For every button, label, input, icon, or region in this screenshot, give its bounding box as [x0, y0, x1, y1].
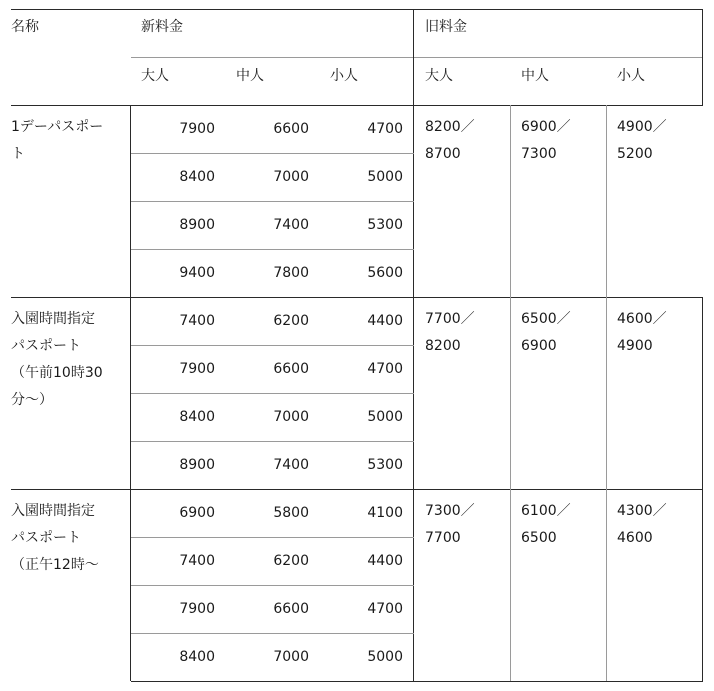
- old-price-line: 8200: [425, 338, 461, 354]
- old-col-divider: [510, 105, 511, 297]
- old-price-cell: [521, 498, 606, 552]
- new-price-cell: 7900: [179, 361, 215, 377]
- pass-name: [11, 498, 131, 579]
- pass-name-line: 入園時間指定: [11, 311, 95, 327]
- old-price-line: 6900／: [521, 119, 571, 135]
- old-col-divider: [606, 105, 607, 297]
- old-price-line: 8700: [425, 146, 461, 162]
- new-price-cell: 6200: [273, 313, 309, 329]
- old-price-line: 4300／: [617, 503, 667, 519]
- new-price-cell: 5600: [367, 265, 403, 281]
- old-price-line: 4900／: [617, 119, 667, 135]
- new-price-cell: 5300: [367, 217, 403, 233]
- new-price-cell: 5000: [367, 409, 403, 425]
- new-price-cell: 7000: [273, 169, 309, 185]
- header-new-middle: 中人: [236, 68, 264, 84]
- new-price-cell: 4700: [367, 121, 403, 137]
- old-price-line: 6500／: [521, 311, 571, 327]
- pass-name: [11, 114, 131, 168]
- header-right-border: [702, 9, 703, 106]
- old-price-cell: [425, 306, 510, 360]
- new-price-cell: 6600: [273, 121, 309, 137]
- new-price-cell: 5800: [273, 505, 309, 521]
- new-price-cell: 9400: [179, 265, 215, 281]
- row-divider: [131, 393, 414, 394]
- new-price-cell: 6600: [273, 361, 309, 377]
- old-price-line: 8200／: [425, 119, 475, 135]
- header-name: 名称: [11, 19, 39, 35]
- new-price-cell: 7400: [179, 313, 215, 329]
- header-old-middle: 中人: [521, 68, 549, 84]
- new-price-cell: 4700: [367, 361, 403, 377]
- old-price-line: 5200: [617, 146, 653, 162]
- name-col-border: [130, 105, 131, 681]
- new-price-cell: 5000: [367, 169, 403, 185]
- new-price-cell: 6900: [179, 505, 215, 521]
- pass-name-line: 分〜）: [11, 392, 53, 408]
- old-price-cell: [521, 306, 606, 360]
- old-price-line: 4900: [617, 338, 653, 354]
- new-price-cell: 5300: [367, 457, 403, 473]
- old-price-line: 6900: [521, 338, 557, 354]
- header-new-adult: 大人: [141, 68, 169, 84]
- row-divider: [131, 345, 414, 346]
- old-col-divider: [606, 489, 607, 681]
- new-price-cell: 7800: [273, 265, 309, 281]
- new-price-cell: 4700: [367, 601, 403, 617]
- row-divider: [131, 201, 414, 202]
- header-new-price: 新料金: [141, 19, 183, 35]
- old-price-line: 6500: [521, 530, 557, 546]
- pass-name: [11, 306, 131, 414]
- header-old-adult: 大人: [425, 68, 453, 84]
- row-divider: [131, 585, 414, 586]
- old-price-line: 4600: [617, 530, 653, 546]
- table-bottom: [131, 681, 703, 682]
- new-price-cell: 7400: [273, 217, 309, 233]
- new-price-cell: 4400: [367, 553, 403, 569]
- row-divider: [131, 441, 414, 442]
- new-price-cell: 8900: [179, 217, 215, 233]
- pass-name-line: パスポート: [11, 338, 81, 354]
- new-price-cell: 7900: [179, 601, 215, 617]
- new-price-cell: 4100: [367, 505, 403, 521]
- old-price-cell: [617, 114, 703, 168]
- old-price-cell: [425, 498, 510, 552]
- row-divider: [131, 249, 414, 250]
- old-col-divider: [510, 297, 511, 489]
- new-price-cell: 7000: [273, 649, 309, 665]
- header-old-child: 小人: [617, 68, 645, 84]
- old-price-cell: [617, 498, 703, 552]
- new-price-cell: 8900: [179, 457, 215, 473]
- new-price-cell: 7000: [273, 409, 309, 425]
- new-price-cell: 8400: [179, 409, 215, 425]
- row-divider: [131, 633, 414, 634]
- old-price-cell: [425, 114, 510, 168]
- new-price-cell: 5000: [367, 649, 403, 665]
- new-price-cell: 6200: [273, 553, 309, 569]
- pass-name-line: ト: [11, 146, 25, 162]
- old-col-divider: [510, 489, 511, 681]
- new-price-cell: 8400: [179, 169, 215, 185]
- header-old-price: 旧料金: [425, 19, 467, 35]
- table-border-top: [11, 9, 703, 10]
- new-price-cell: 7400: [179, 553, 215, 569]
- pass-name-line: 1デーパスポー: [11, 119, 104, 135]
- new-price-cell: 6600: [273, 601, 309, 617]
- table-right-border: [702, 297, 703, 681]
- old-price-line: 7700: [425, 530, 461, 546]
- new-price-cell: 4400: [367, 313, 403, 329]
- old-price-cell: [617, 306, 703, 360]
- old-price-line: 7700／: [425, 311, 475, 327]
- row-divider: [131, 537, 414, 538]
- header-divider: [131, 57, 703, 58]
- pass-name-line: （正午12時〜: [11, 557, 99, 573]
- pass-name-line: 入園時間指定: [11, 503, 95, 519]
- row-divider: [131, 153, 414, 154]
- old-price-cell: [521, 114, 606, 168]
- old-col-divider: [606, 297, 607, 489]
- pass-name-line: （午前10時30: [11, 365, 103, 381]
- old-price-line: 7300: [521, 146, 557, 162]
- new-price-cell: 7400: [273, 457, 309, 473]
- old-price-line: 4600／: [617, 311, 667, 327]
- old-price-line: 7300／: [425, 503, 475, 519]
- new-price-cell: 7900: [179, 121, 215, 137]
- new-price-cell: 8400: [179, 649, 215, 665]
- header-new-child: 小人: [330, 68, 358, 84]
- old-price-line: 6100／: [521, 503, 571, 519]
- pass-name-line: パスポート: [11, 530, 81, 546]
